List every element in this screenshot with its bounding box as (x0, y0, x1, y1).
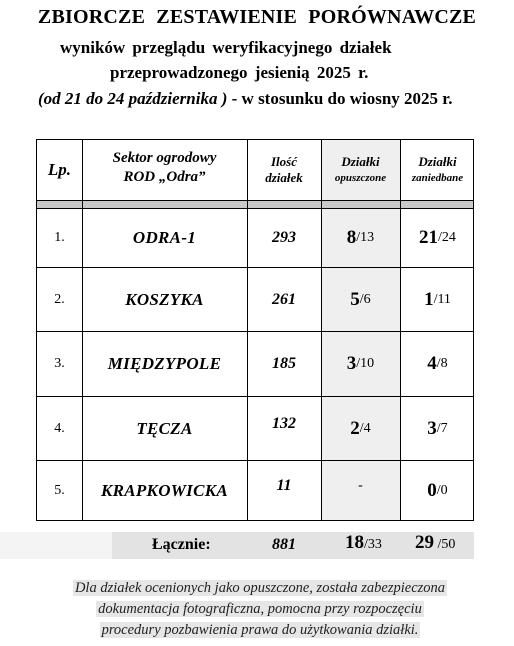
row-neglected (400, 332, 475, 396)
header-sector (82, 140, 247, 196)
abandoned-prev: /4 (359, 420, 371, 436)
totals-count: 881 (272, 536, 296, 553)
row-abandoned (321, 209, 400, 267)
neglected-value: 0 (427, 480, 437, 501)
neglected-value: 4 (427, 353, 437, 374)
abandoned-value: - (358, 478, 363, 493)
row-abandoned (321, 456, 400, 516)
row-lp: 2. (54, 291, 65, 307)
neglected-value: 21 (419, 227, 439, 248)
abandoned-value: 2 (350, 417, 360, 439)
row-neglected (400, 461, 475, 521)
row-lp: 1. (54, 230, 65, 245)
neglected-prev: /0 (436, 483, 448, 498)
totals-neglected-prev: /50 (434, 537, 456, 552)
comparison-note: - w stosunku do wiosny 2025 r. (227, 89, 453, 108)
row-sector-name: TĘCZA (136, 418, 193, 438)
header-abandoned-line1: Działki (341, 154, 380, 169)
subtitle-line-3 (38, 89, 453, 109)
header-neglected (400, 140, 475, 200)
row-sector-name: MIĘDZYPOLE (107, 354, 222, 373)
neglected-value: 3 (427, 417, 437, 439)
row-lp: 4. (54, 420, 65, 436)
totals-label: Łącznie: (152, 536, 211, 553)
comparison-table (36, 139, 474, 521)
abandoned-value: 5 (350, 288, 360, 310)
abandoned-prev: /10 (356, 356, 375, 371)
neglected-value: 1 (424, 288, 434, 310)
row-sector-name: ODRA-1 (132, 228, 197, 247)
row-abandoned (321, 268, 400, 331)
subtitle-line-2: przeprowadzonego jesienią 2025 r. (110, 63, 369, 82)
header-abandoned-line2: opuszczone (334, 172, 387, 184)
abandoned-value: 8 (346, 227, 357, 248)
abandoned-prev: /6 (359, 291, 371, 307)
totals-abandoned-prev: /33 (364, 537, 382, 552)
header-separator (37, 200, 473, 209)
row-count: 11 (276, 477, 292, 494)
footnote-line-3: procedury pozbawienia prawa do użytkowania działki. (101, 622, 419, 638)
neglected-prev: /11 (433, 291, 451, 307)
row-count: 261 (272, 290, 296, 308)
totals-neglected-value: 29 (415, 532, 434, 553)
header-neglected-line1: Działki (418, 154, 457, 169)
row-count: 293 (272, 229, 296, 246)
totals-abandoned-value: 18 (345, 532, 364, 553)
totals-abandoned (345, 532, 382, 554)
row-neglected (400, 397, 475, 460)
page-title: ZBIORCZE ZESTAWIENIE PORÓWNAWCZE (37, 6, 477, 28)
row-abandoned (321, 332, 400, 396)
totals-neglected (415, 532, 455, 554)
row-sector-name: KRAPKOWICKA (100, 481, 229, 500)
header-count-line1: Ilość (271, 154, 297, 169)
row-neglected (400, 209, 475, 267)
footnote-line-2: dokumentacja fotograficzna, pomocna przy rozpoczęciu (98, 601, 422, 617)
neglected-prev: /7 (436, 420, 448, 436)
row-sector-name: KOSZYKA (125, 289, 204, 309)
date-range: (od 21 do 24 października ) (38, 89, 228, 108)
row-count: 132 (272, 414, 296, 432)
footnote (40, 578, 480, 641)
header-lp: Lp. (47, 160, 72, 179)
row-abandoned (321, 397, 400, 460)
neglected-prev: /24 (438, 230, 456, 245)
header-sector-line2: ROD „Odra” (123, 169, 206, 185)
header-neglected-line2: zaniedbane (411, 172, 464, 184)
row-count: 185 (272, 355, 296, 372)
row-neglected (400, 268, 475, 331)
abandoned-prev: /13 (356, 230, 375, 245)
header-abandoned (321, 140, 400, 200)
header-count-line2: działek (265, 170, 303, 185)
subtitle-line-1: wyników przeglądu weryfikacyjnego działek (60, 38, 392, 57)
header-sector-line1: Sektor ogrodowy (112, 150, 217, 166)
abandoned-value: 3 (346, 353, 357, 374)
row-lp: 3. (54, 356, 65, 371)
neglected-prev: /8 (436, 356, 448, 371)
totals-background-left (0, 532, 112, 559)
row-lp: 5. (54, 483, 65, 498)
header-count (247, 140, 321, 200)
footnote-line-1: Dla działek ocenionych jako opuszczone, została zabezpieczona (74, 580, 446, 596)
